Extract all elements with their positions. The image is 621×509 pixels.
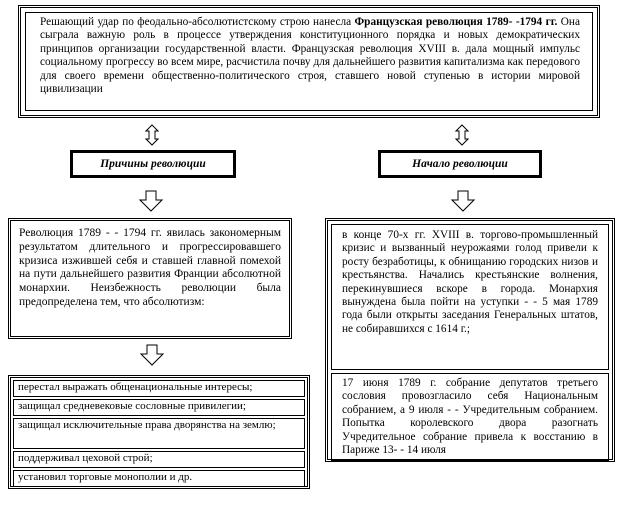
causes-list [8,375,310,489]
summary-text [25,12,593,111]
down-arrow-start-icon [451,190,475,212]
summary-box [18,5,600,118]
summary-text-start: Решающий удар по феодально-абсолютистскому строю нанесла [40,16,355,28]
start-text-first: в конце 70-х гг. XVIII в. торгово-промышленный кризис и вызванный неурожаями голод привели к росту безработицы, к обнищанию городских низов и крестьянства. Начались крестьянские волнения, перекинувшиеся вскоре в города. Монархия вынуждена была пойти на уступки - - 5 мая 1789 года были открыты заседания Генеральных штатов, не собиравшихся с 1614 г.; [331,224,609,370]
start-box [325,218,615,462]
double-arrow-left-icon [145,124,159,146]
start-header [378,150,542,178]
down-arrow-causes-icon [139,190,163,212]
down-arrow-list-icon [140,344,164,366]
list-item: перестал выражать общенациональные интересы; [13,380,305,397]
summary-bold-title: Французская революция 1789- -1794 гг. [354,16,558,28]
summary-text-rest: Она сыграла важную роль в процессе утверждения конституционного порядка и новых демократических принципов организации государственной власти. Французская революция XVIII в. дала мощный импульс социальному прогрессу во всем мире, расчистила почву для дальнейшего развития капитализма как передового для своего времени общественно-политического строя, ставшего новой ступенью в истории мировой цивилизации [40,16,580,96]
list-item: защищал средневековые сословные привилегии; [13,399,305,416]
list-item: поддерживал цеховой строй; [13,451,305,468]
causes-header-label: Причины революции [100,158,206,170]
causes-text: Революция 1789 - - 1794 гг. явилась закономерным результатом длительного и прогрессировавшего кризиса изжившей себя и ставшей главной помехой на пути дальнейшего развития Франции абсолютной монархии. Неизбежность революции была предопределена тем, что абсолютизм: [19,227,281,308]
list-item: установил торговые монополии и др. [13,470,305,487]
causes-box [8,218,292,339]
list-item: защищал исключительные права дворянства на землю; [13,418,305,449]
start-text-second: 17 июня 1789 г. собрание депутатов третьего сословия провозгласило себя Национальным собранием, а 9 июля - - Учредительным собранием. Попытка королевского двора разогнать Учредительное собрание привела к восстанию в Париже 13- - 14 июля [331,373,609,461]
causes-header [70,150,236,178]
double-arrow-right-icon [455,124,469,146]
start-header-label: Начало революции [412,158,508,170]
